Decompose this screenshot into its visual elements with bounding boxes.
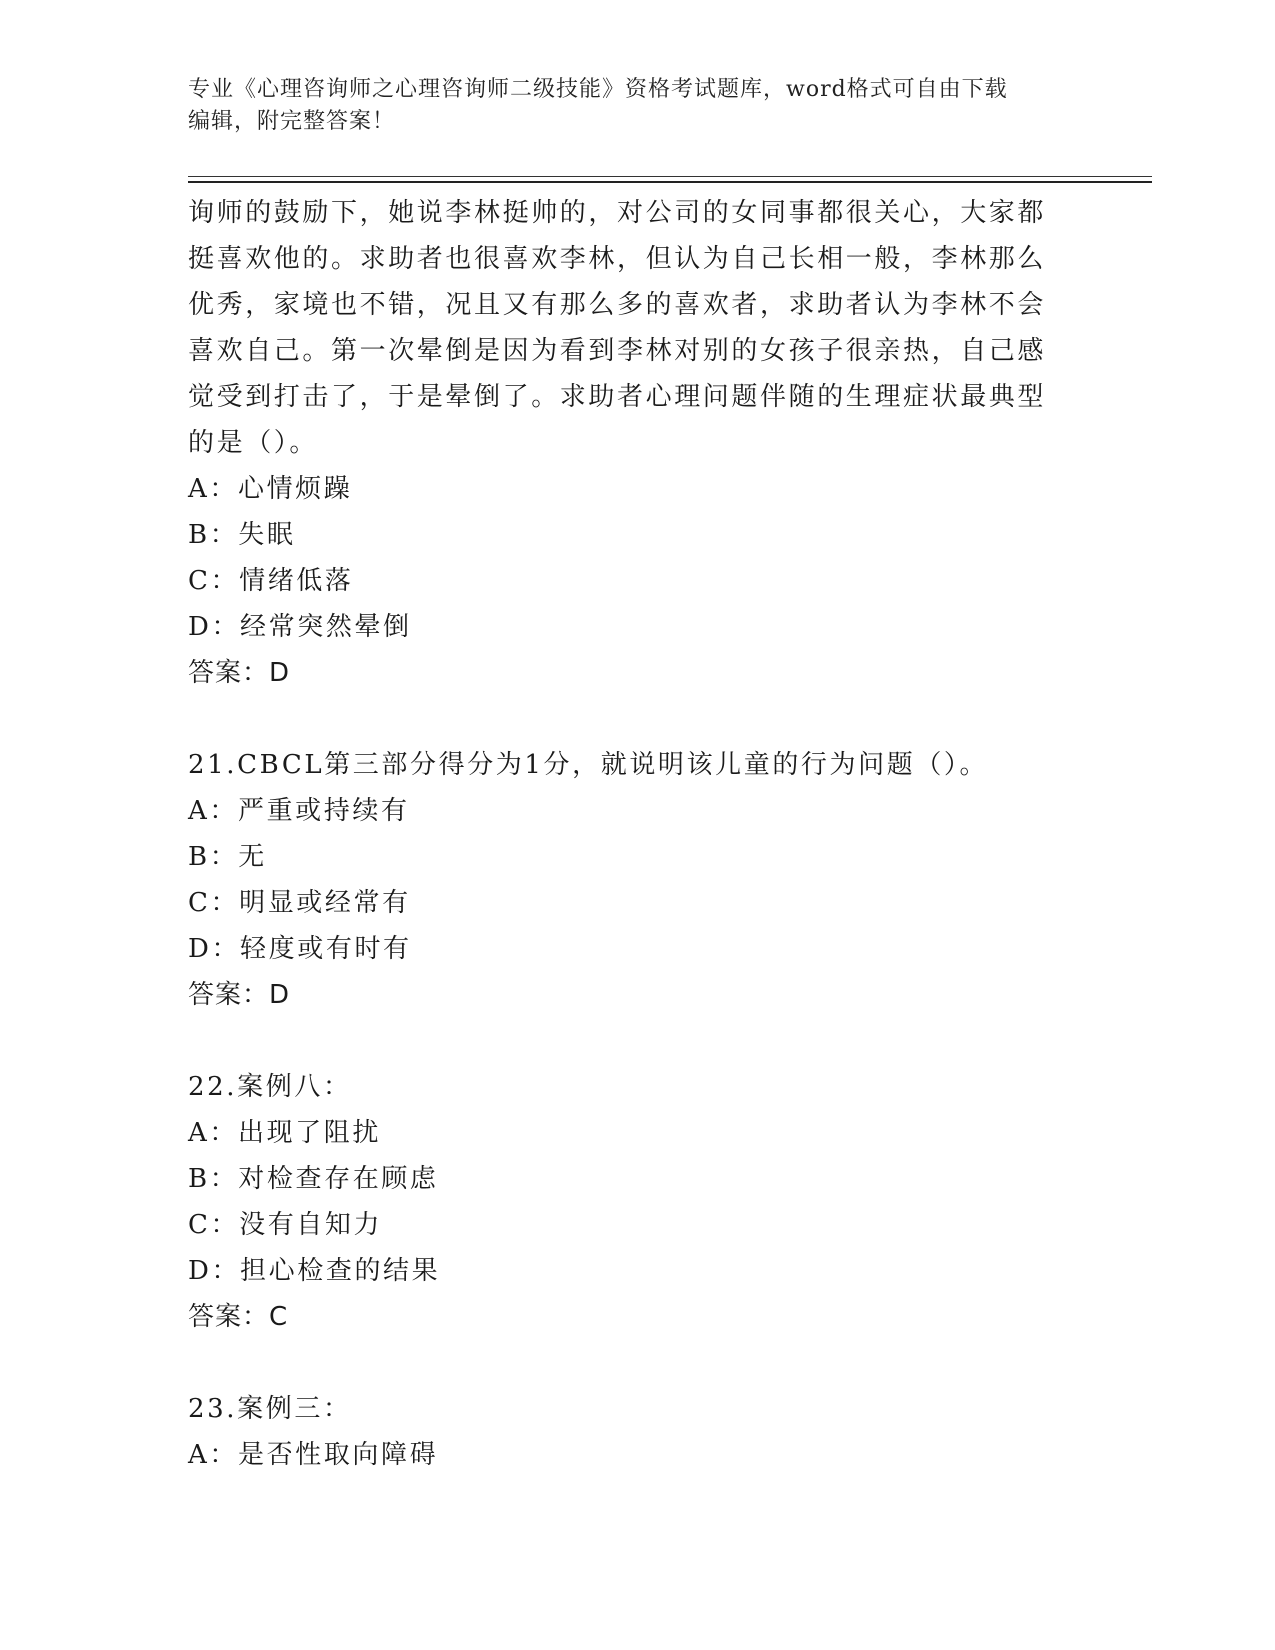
question-stem-line: 喜欢自己。第一次晕倒是因为看到李林对别的女孩子很亲热，自己感 (188, 336, 1047, 366)
option-a: A：出现了阻扰 (188, 1118, 381, 1148)
document-header (188, 74, 1068, 138)
question-stem: 23.案例三： (188, 1394, 352, 1424)
spacer (188, 1018, 1088, 1064)
spacer (188, 696, 1088, 742)
question-22 (188, 1064, 1088, 1340)
header-divider-thick (188, 181, 1152, 183)
header-line-2: 编辑，附完整答案！ (188, 109, 396, 134)
question-20 (188, 190, 1088, 696)
option-a: A：严重或持续有 (188, 796, 410, 826)
option-b: B：无 (188, 842, 267, 872)
spacer (188, 1340, 1088, 1386)
question-stem-line: 的是（）。 (188, 428, 319, 458)
answer: 答案：D (188, 980, 291, 1010)
question-23 (188, 1386, 1088, 1478)
question-stem-line: 觉受到打击了，于是晕倒了。求助者心理问题伴随的生理症状最典型 (188, 382, 1047, 412)
option-a: A：是否性取向障碍 (188, 1440, 439, 1470)
option-c: C：情绪低落 (188, 566, 354, 596)
document-body (188, 190, 1088, 1478)
question-21 (188, 742, 1088, 1018)
answer: 答案：D (188, 658, 291, 688)
question-stem-line: 优秀，家境也不错，况且又有那么多的喜欢者，求助者认为李林不会 (188, 290, 1047, 320)
option-d: D：轻度或有时有 (188, 934, 412, 964)
option-b: B：对检查存在顾虑 (188, 1164, 439, 1194)
question-stem: 22.案例八： (188, 1072, 352, 1102)
option-c: C：明显或经常有 (188, 888, 411, 918)
header-divider-thin (188, 176, 1152, 177)
option-a: A：心情烦躁 (188, 474, 353, 504)
option-b: B：失眠 (188, 520, 296, 550)
option-c: C：没有自知力 (188, 1210, 383, 1240)
option-d: D：经常突然晕倒 (188, 612, 412, 642)
question-stem: 21.CBCL第三部分得分为1分，就说明该儿童的行为问题（）。 (188, 750, 989, 780)
answer: 答案：C (188, 1302, 289, 1332)
option-d: D：担心检查的结果 (188, 1256, 441, 1286)
question-stem-line: 挺喜欢他的。求助者也很喜欢李林，但认为自己长相一般，李林那么 (188, 244, 1047, 274)
question-stem-line: 询师的鼓励下，她说李林挺帅的，对公司的女同事都很关心，大家都 (188, 198, 1047, 228)
header-line-1: 专业《心理咨询师之心理咨询师二级技能》资格考试题库，word格式可自由下载 (188, 77, 1008, 102)
